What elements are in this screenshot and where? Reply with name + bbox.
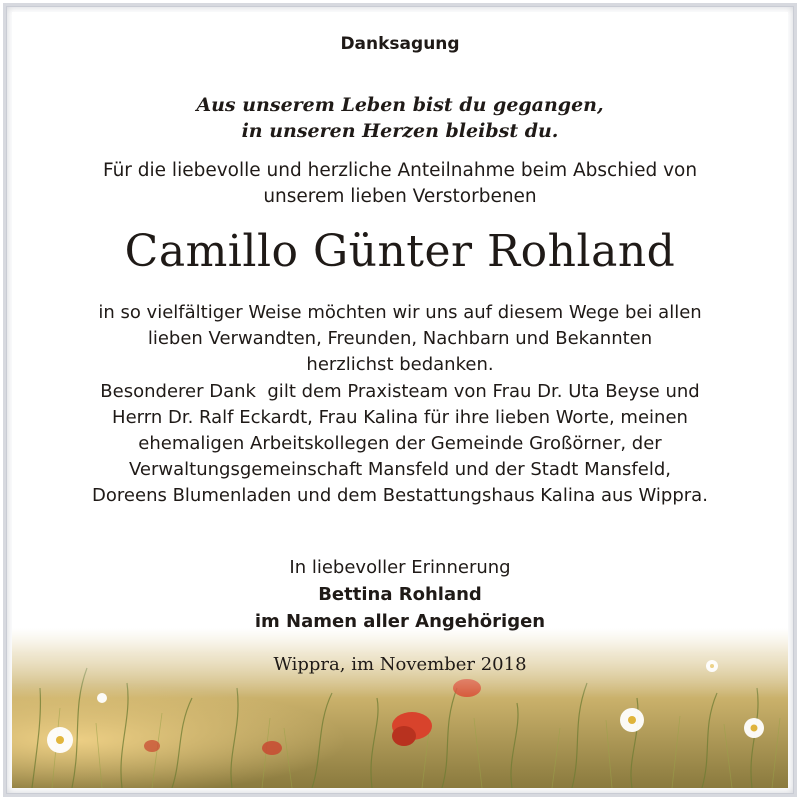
motto	[12, 92, 788, 144]
body-line: lieben Verwandten, Freunden, Nachbarn und Bekannten	[147, 328, 653, 350]
body-line: Doreens Blumenladen und dem Bestattungshaus Kalina aus Wippra.	[92, 485, 708, 507]
meadow-photo	[12, 628, 788, 788]
signer-name: Bettina Rohland	[318, 584, 482, 605]
place-date: Wippra, im November 2018	[273, 654, 527, 675]
body-line: Herrn Dr. Ralf Eckardt, Frau Kalina für ihre lieben Worte, meinen	[112, 406, 688, 428]
body-line: Verwaltungsgemeinschaft Mansfeld und der Stadt Mansfeld,	[129, 459, 671, 481]
motto-line: in unseren Herzen bleibst du.	[241, 120, 559, 142]
intro-line: unserem lieben Verstorbenen	[263, 186, 537, 207]
thanks-body	[12, 300, 788, 510]
meadow-illustration	[12, 628, 788, 788]
notice-title: Danksagung	[340, 34, 460, 54]
on-behalf-line: im Namen aller Angehörigen	[254, 611, 546, 632]
body-line: Besonderer Dank gilt dem Praxisteam von Frau Dr. Uta Beyse und	[100, 380, 700, 402]
intro-line: Für die liebevolle und herzliche Anteilnahme beim Abschied von	[102, 160, 698, 181]
motto-line: Aus unserem Leben bist du gegangen,	[196, 94, 604, 116]
notice-card	[12, 12, 788, 788]
closing-phrase: In liebevoller Erinnerung	[289, 557, 511, 578]
body-line: ehemaligen Arbeitskollegen der Gemeinde Großörner, der	[138, 433, 662, 455]
closing-block	[12, 554, 788, 635]
body-line: herzlichst bedanken.	[306, 354, 494, 376]
intro-text	[12, 158, 788, 210]
body-line: in so vielfältiger Weise möchten wir uns auf diesem Wege bei allen	[98, 302, 702, 323]
deceased-name: Camillo Günter Rohland	[124, 226, 676, 277]
